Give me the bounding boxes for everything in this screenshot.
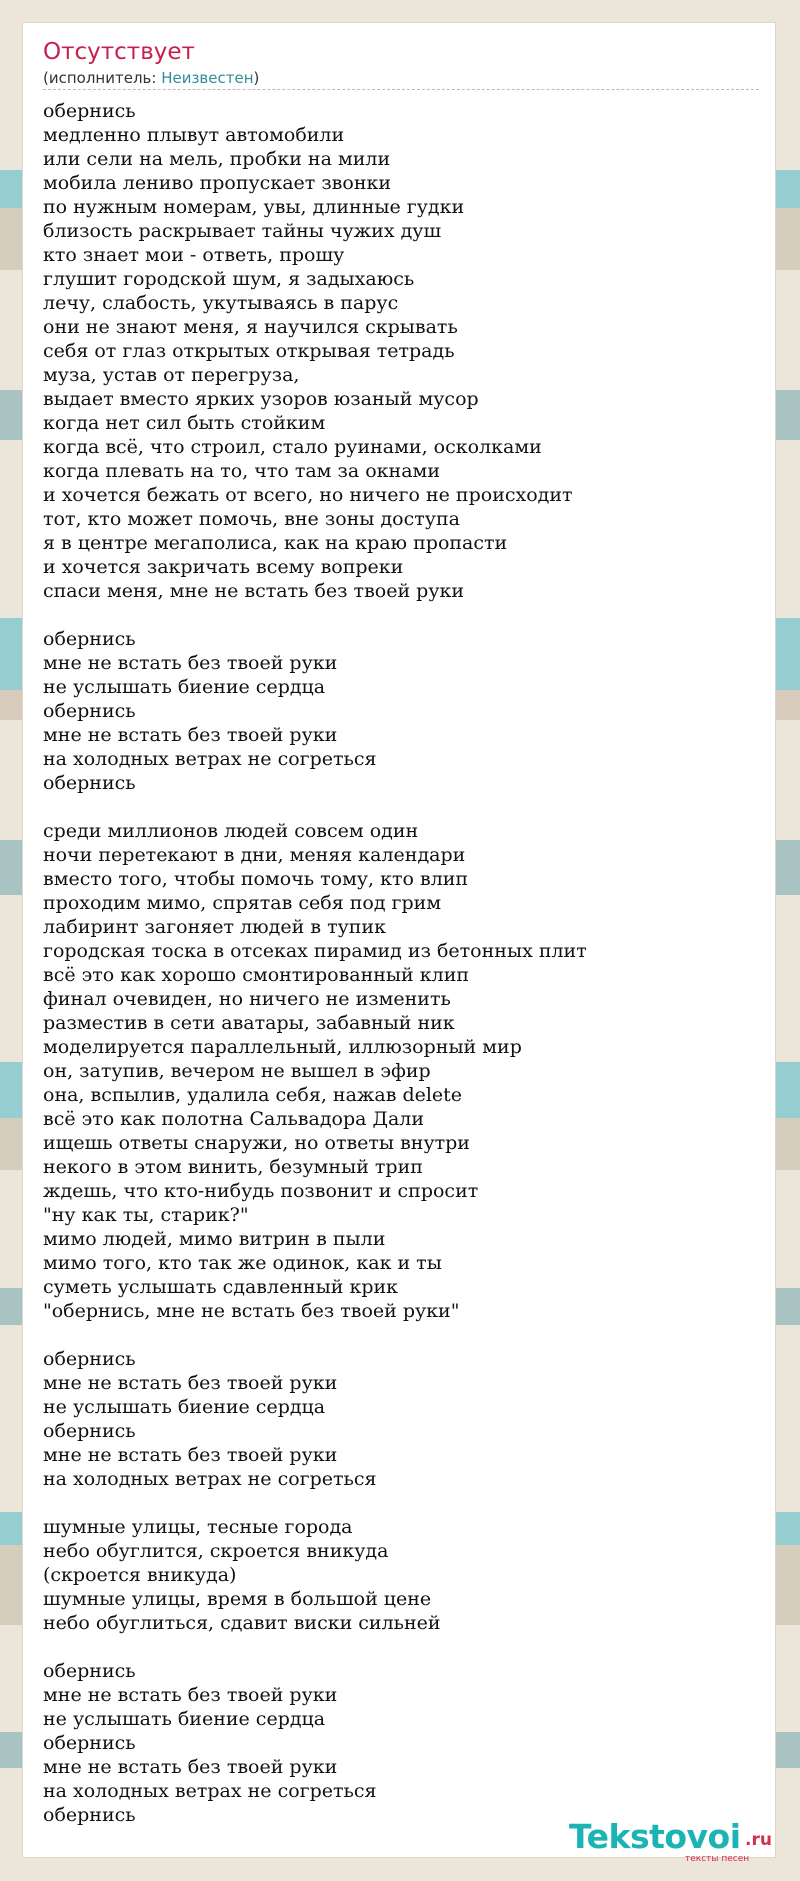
lyrics-line: ждешь, что кто-нибудь позвонит и спросит <box>43 1180 479 1202</box>
lyrics-line: лечу, слабость, укутываясь в парус <box>43 292 399 314</box>
lyrics-line: выдает вместо ярких узоров юзаный мусор <box>43 388 479 410</box>
lyrics-line: спаси меня, мне не встать без твоей руки <box>43 580 465 602</box>
lyrics-line: среди миллионов людей совсем один <box>43 820 419 842</box>
lyrics-line: обернись <box>43 772 136 794</box>
lyrics-text <box>43 99 763 1827</box>
logo-domain: .ru <box>745 1830 772 1850</box>
lyrics-line: мне не встать без твоей руки <box>43 652 338 674</box>
artist-line <box>43 71 259 86</box>
lyrics-line: на холодных ветрах не согреться <box>43 1468 377 1490</box>
lyrics-line: медленно плывут автомобили <box>43 124 345 146</box>
lyrics-line: он, затупив, вечером не вышел в эфир <box>43 1060 431 1082</box>
lyrics-line: я в центре мегаполиса, как на краю пропасти <box>43 532 508 554</box>
lyrics-line: мне не встать без твоей руки <box>43 1684 338 1706</box>
lyrics-line: и хочется закричать всему вопреки <box>43 556 404 578</box>
lyrics-line: мобила лениво пропускает звонки <box>43 172 392 194</box>
lyrics-line: вместо того, чтобы помочь тому, кто влип <box>43 868 469 890</box>
lyrics-line: ищешь ответы снаружи, но ответы внутри <box>43 1132 470 1154</box>
lyrics-line: когда всё, что строил, стало руинами, осколками <box>43 436 542 458</box>
lyrics-line: мне не встать без твоей руки <box>43 1444 338 1466</box>
lyrics-line: на холодных ветрах не согреться <box>43 1780 377 1802</box>
lyrics-line: обернись <box>43 1804 136 1826</box>
lyrics-line: проходим мимо, спрятав себя под грим <box>43 892 442 914</box>
lyrics-line: близость раскрывает тайны чужих душ <box>43 220 442 242</box>
lyrics-line: небо обуглиться, сдавит виски сильней <box>43 1612 441 1634</box>
lyrics-line: не услышать биение сердца <box>43 676 326 698</box>
lyrics-card <box>22 22 776 1864</box>
lyrics-line: "обернись, мне не встать без твоей руки" <box>43 1300 460 1322</box>
artist-link[interactable]: Неизвестен <box>161 69 254 87</box>
logo-wordmark: Tekstovoi <box>569 1817 741 1856</box>
lyrics-line: шумные улицы, время в большой цене <box>43 1588 432 1610</box>
lyrics-line: когда плевать на то, что там за окнами <box>43 460 440 482</box>
lyrics-line: "ну как ты, старик?" <box>43 1204 249 1226</box>
lyrics-line: мне не встать без твоей руки <box>43 1372 338 1394</box>
lyrics-line: глушит городской шум, я задыхаюсь <box>43 268 415 290</box>
artist-prefix: (исполнитель: <box>43 69 162 87</box>
lyrics-blank-line <box>43 1323 763 1347</box>
site-logo[interactable] <box>569 1817 775 1863</box>
lyrics-blank-line <box>43 795 763 819</box>
lyrics-line: обернись <box>43 700 136 722</box>
lyrics-line: всё это как хорошо смонтированный клип <box>43 964 470 986</box>
lyrics-line: небо обуглится, скроется вникуда <box>43 1540 389 1562</box>
lyrics-line: лабиринт загоняет людей в тупик <box>43 916 386 938</box>
lyrics-line: тот, кто может помочь, вне зоны доступа <box>43 508 460 530</box>
song-title: Отсутствует <box>43 39 195 65</box>
lyrics-line: или сели на мель, пробки на мили <box>43 148 391 170</box>
lyrics-blank-line <box>43 603 763 627</box>
lyrics-line: моделируется параллельный, иллюзорный мир <box>43 1036 522 1058</box>
lyrics-blank-line <box>43 1491 763 1515</box>
lyrics-line: (скроется вникуда) <box>43 1564 237 1586</box>
lyrics-blank-line <box>43 1635 763 1659</box>
lyrics-line: обернись <box>43 1348 136 1370</box>
lyrics-line: ночи перетекают в дни, меняя календари <box>43 844 466 866</box>
header-divider <box>43 89 759 90</box>
lyrics-line: суметь услышать сдавленный крик <box>43 1276 399 1298</box>
lyrics-line: не услышать биение сердца <box>43 1396 326 1418</box>
lyrics-line: по нужным номерам, увы, длинные гудки <box>43 196 465 218</box>
lyrics-line: мимо того, кто так же одинок, как и ты <box>43 1252 442 1274</box>
lyrics-line: обернись <box>43 628 136 650</box>
lyrics-line: обернись <box>43 1732 136 1754</box>
artist-suffix: ) <box>253 69 260 87</box>
lyrics-line: мне не встать без твоей руки <box>43 1756 338 1778</box>
lyrics-line: мне не встать без твоей руки <box>43 724 338 746</box>
lyrics-line: городская тоска в отсеках пирамид из бетонных плит <box>43 940 587 962</box>
logo-tagline: тексты песен <box>685 1854 750 1864</box>
lyrics-line: всё это как полотна Сальвадора Дали <box>43 1108 425 1130</box>
lyrics-line: кто знает мои - ответь, прошу <box>43 244 345 266</box>
lyrics-line: обернись <box>43 100 136 122</box>
lyrics-line: обернись <box>43 1660 136 1682</box>
lyrics-line: муза, устав от перегруза, <box>43 364 300 386</box>
lyrics-line: финал очевиден, но ничего не изменить <box>43 988 451 1010</box>
lyrics-line: шумные улицы, тесные города <box>43 1516 353 1538</box>
lyrics-line: на холодных ветрах не согреться <box>43 748 377 770</box>
lyrics-line: когда нет сил быть стойким <box>43 412 326 434</box>
lyrics-line: и хочется бежать от всего, но ничего не происходит <box>43 484 573 506</box>
lyrics-line: разместив в сети аватары, забавный ник <box>43 1012 455 1034</box>
lyrics-line: они не знают меня, я научился скрывать <box>43 316 458 338</box>
lyrics-line: мимо людей, мимо витрин в пыли <box>43 1228 386 1250</box>
lyrics-line: обернись <box>43 1420 136 1442</box>
lyrics-line: не услышать биение сердца <box>43 1708 326 1730</box>
lyrics-line: некого в этом винить, безумный трип <box>43 1156 423 1178</box>
lyrics-line: себя от глаз открытых открывая тетрадь <box>43 340 455 362</box>
lyrics-line: она, вспылив, удалила себя, нажав delete <box>43 1084 463 1106</box>
